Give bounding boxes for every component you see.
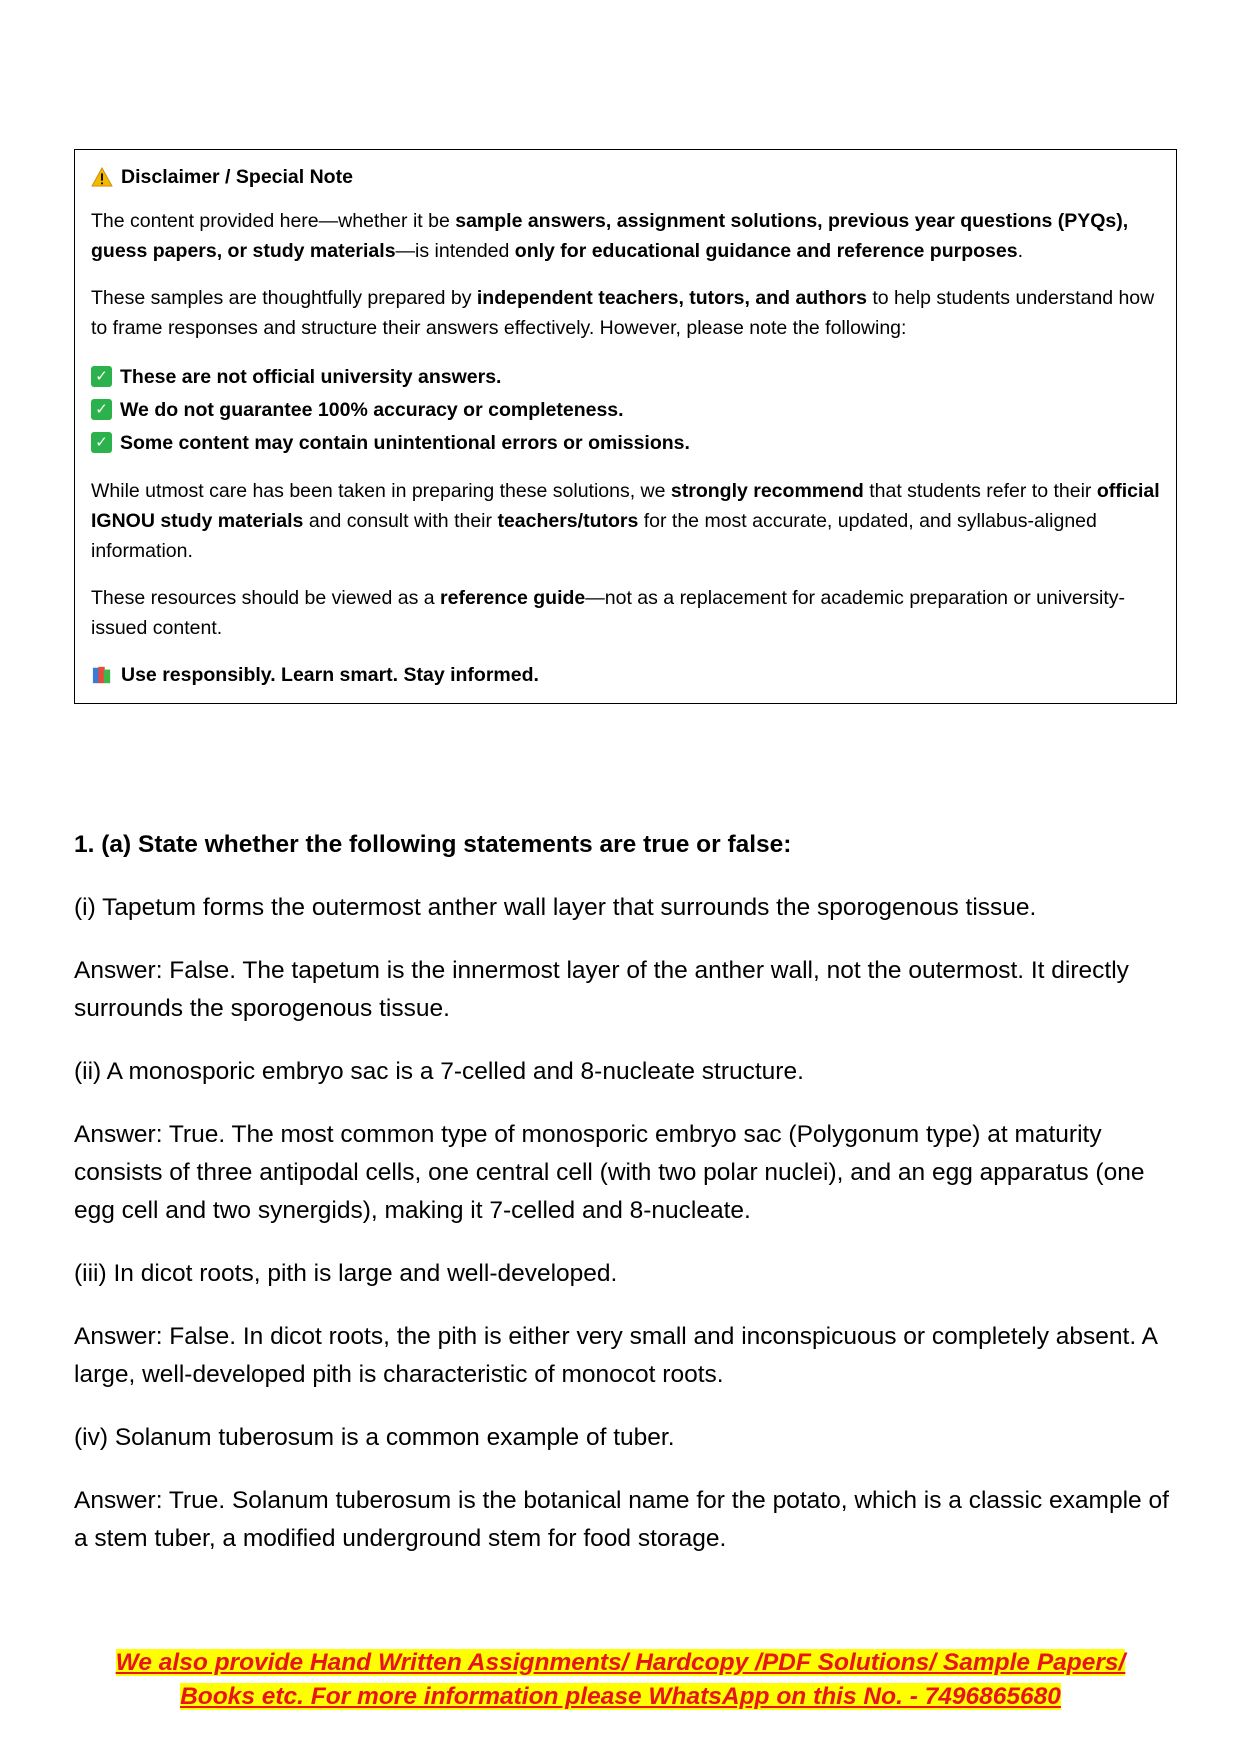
disclaimer-title: Disclaimer / Special Note [91, 162, 1160, 192]
disclaimer-paragraph-1: The content provided here—whether it be sample answers, assignment solutions, previous year questions (PYQs), guess papers, or study materials—is intended only for educational guidance and reference purposes. [91, 210, 1129, 262]
answer-text: Answer: True. The most common type of monosporic embryo sac (Polygonum type) at maturity consists of three antipodal cells, one central cell (with two polar nuclei), and an egg apparatus (one egg cell and two synergids), making it 7-celled and 8-nucleate. [74, 1121, 1145, 1224]
question-text: (ii) A monosporic embryo sac is a 7-celled and 8-nucleate structure. [74, 1058, 804, 1085]
promo-banner [0, 1646, 1241, 1714]
question-text: (i) Tapetum forms the outermost anther wall layer that surrounds the sporogenous tissue. [74, 894, 1037, 921]
list-item: ✓ Some content may contain unintentional errors or omissions. [91, 426, 1160, 459]
question-text: (iv) Solanum tuberosum is a common example of tuber. [74, 1424, 675, 1451]
disclaimer-paragraph-2: These samples are thoughtfully prepared by independent teachers, tutors, and authors to help students understand how to frame responses and structure their answers effectively. However, please note the following: [91, 287, 1155, 339]
disclaimer-paragraph-3: While utmost care has been taken in preparing these solutions, we strongly recommend that students refer to their official IGNOU study materials and consult with their teachers/tutors for the most accurate, updated, and syllabus-aligned information. [91, 480, 1160, 562]
promo-line-1: We also provide Hand Written Assignments/ Hardcopy /PDF Solutions/ Sample Papers/ [115, 1649, 1126, 1676]
question-heading: 1. (a) State whether the following statements are true or false: [74, 831, 792, 858]
answer-text: Answer: False. The tapetum is the innermost layer of the anther wall, not the outermost. It directly surrounds the sporogenous tissue. [74, 957, 1129, 1022]
answer-text: Answer: False. In dicot roots, the pith is either very small and inconspicuous or completely absent. A large, well-developed pith is characteristic of monocot roots. [74, 1323, 1157, 1388]
disclaimer-box [74, 149, 1177, 704]
disclaimer-paragraph-4: These resources should be viewed as a reference guide—not as a replacement for academic preparation or university-issued content. [91, 587, 1126, 639]
promo-line-2: Books etc. For more information please WhatsApp on this No. - 7496865680 [180, 1683, 1061, 1710]
books-icon [91, 665, 113, 685]
list-item: ✓ We do not guarantee 100% accuracy or completeness. [91, 393, 1160, 426]
check-icon: ✓ [91, 366, 112, 387]
warning-icon [91, 167, 113, 187]
disclaimer-checklist [91, 360, 1160, 459]
disclaimer-closing: Use responsibly. Learn smart. Stay informed. [91, 660, 1160, 690]
question-text: (iii) In dicot roots, pith is large and well-developed. [74, 1260, 618, 1287]
list-item: ✓ These are not official university answers. [91, 360, 1160, 393]
question-answer-section [74, 826, 1174, 1583]
check-icon: ✓ [91, 399, 112, 420]
check-icon: ✓ [91, 432, 112, 453]
answer-text: Answer: True. Solanum tuberosum is the botanical name for the potato, which is a classic example of a stem tuber, a modified underground stem for food storage. [74, 1487, 1169, 1552]
